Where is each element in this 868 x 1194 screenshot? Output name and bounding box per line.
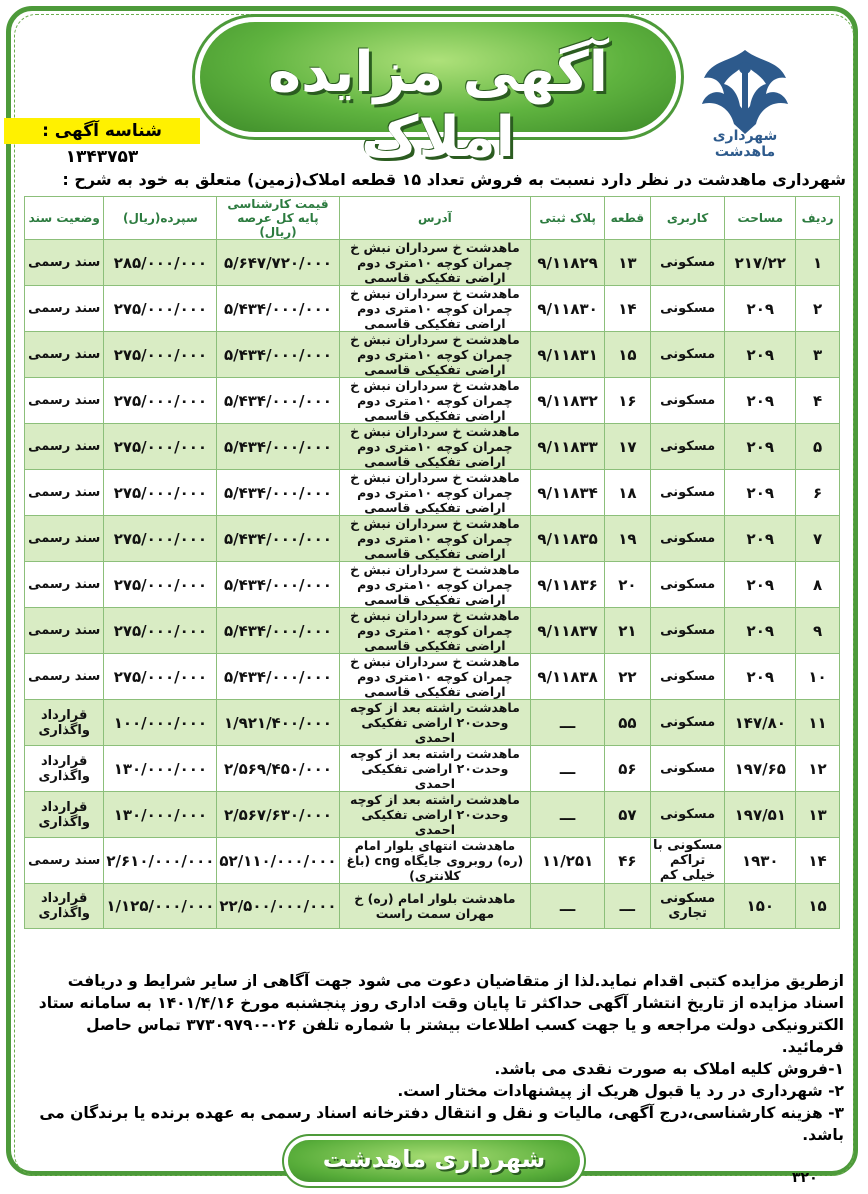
cell-base-price: ۵۲/۱۱۰/۰۰۰/۰۰۰ [217, 838, 339, 884]
cell-registration-plate: ۹/۱۱۸۳۴ [531, 470, 605, 516]
cell-base-price: ۵/۴۳۴/۰۰۰/۰۰۰ [217, 516, 339, 562]
table-row [25, 516, 840, 562]
table-row [25, 424, 840, 470]
cell-deed-status: سند رسمی [25, 424, 104, 470]
cell-row-number: ۹ [796, 608, 840, 654]
cell-usage: مسکونی [650, 470, 725, 516]
cell-registration-plate: ۹/۱۱۸۳۰ [531, 286, 605, 332]
table-row [25, 562, 840, 608]
cell-address: ماهدشت خ سرداران نبش خ چمران کوچه ۱۰متری دوم اراضی تفکیکی قاسمی [339, 470, 531, 516]
cell-area: ۲۰۹ [725, 378, 796, 424]
cell-row-number: ۸ [796, 562, 840, 608]
cell-parcel: ۱۳ [604, 240, 650, 286]
cell-base-price: ۱/۹۲۱/۴۰۰/۰۰۰ [217, 700, 339, 746]
cell-address: ماهدشت راشته بعد از کوچه وحدت۲۰ اراضی تفکیکی احمدی [339, 746, 531, 792]
cell-area: ۱۵۰ [725, 884, 796, 929]
cell-address: ماهدشت خ سرداران نبش خ چمران کوچه ۱۰متری دوم اراضی تفکیکی قاسمی [339, 608, 531, 654]
table-row [25, 654, 840, 700]
cell-parcel: ۱۶ [604, 378, 650, 424]
cell-base-price: ۵/۴۳۴/۰۰۰/۰۰۰ [217, 470, 339, 516]
table-row [25, 470, 840, 516]
cell-area: ۱۹۷/۶۵ [725, 746, 796, 792]
cell-area: ۱۹۷/۵۱ [725, 792, 796, 838]
cell-area: ۲۰۹ [725, 562, 796, 608]
cell-deposit: ۱۰۰/۰۰۰/۰۰۰ [104, 700, 217, 746]
col-header-usage: کاربری [650, 197, 725, 240]
cell-base-price: ۵/۴۳۴/۰۰۰/۰۰۰ [217, 332, 339, 378]
cell-registration-plate: ـــ [531, 884, 605, 929]
body-text [22, 970, 844, 1146]
cell-base-price: ۵/۴۳۴/۰۰۰/۰۰۰ [217, 654, 339, 700]
cell-deposit: ۲۷۵/۰۰۰/۰۰۰ [104, 608, 217, 654]
col-header-area: مساحت [725, 197, 796, 240]
cell-row-number: ۳ [796, 332, 840, 378]
table-row [25, 332, 840, 378]
cell-deed-status: قرارداد واگذاری [25, 884, 104, 929]
cell-parcel: ـــ [604, 884, 650, 929]
cell-registration-plate: ـــ [531, 700, 605, 746]
cell-area: ۲۱۷/۲۲ [725, 240, 796, 286]
cell-parcel: ۱۸ [604, 470, 650, 516]
cell-base-price: ۲/۵۶۷/۶۳۰/۰۰۰ [217, 792, 339, 838]
cell-registration-plate: ۹/۱۱۸۳۶ [531, 562, 605, 608]
cell-row-number: ۱۰ [796, 654, 840, 700]
note-1: ۱-فروش کلیه املاک به صورت نقدی می باشد. [494, 1060, 844, 1078]
cell-parcel: ۲۲ [604, 654, 650, 700]
cell-row-number: ۷ [796, 516, 840, 562]
cell-usage: مسکونی [650, 286, 725, 332]
cell-area: ۲۰۹ [725, 654, 796, 700]
table-row [25, 608, 840, 654]
cell-registration-plate: ۹/۱۱۸۳۱ [531, 332, 605, 378]
cell-area: ۲۰۹ [725, 470, 796, 516]
cell-deed-status: سند رسمی [25, 378, 104, 424]
cell-address: ماهدشت راشته بعد از کوچه وحدت۲۰ اراضی تفکیکی احمدی [339, 792, 531, 838]
table-row [25, 700, 840, 746]
table-row [25, 792, 840, 838]
cell-registration-plate: ـــ [531, 792, 605, 838]
cell-address: ماهدشت بلوار امام (ره) خ مهران سمت راست [339, 884, 531, 929]
cell-base-price: ۲/۵۶۹/۴۵۰/۰۰۰ [217, 746, 339, 792]
cell-deed-status: سند رسمی [25, 332, 104, 378]
cell-usage: مسکونی [650, 654, 725, 700]
cell-area: ۲۰۹ [725, 516, 796, 562]
col-header-registration-plate: پلاک ثبتی [531, 197, 605, 240]
cell-deed-status: سند رسمی [25, 562, 104, 608]
cell-address: ماهدشت خ سرداران نبش خ چمران کوچه ۱۰متری دوم اراضی تفکیکی قاسمی [339, 378, 531, 424]
col-header-deed-status: وضعیت سند [25, 197, 104, 240]
logo-caption: شهرداری ماهدشت [712, 128, 778, 160]
table-row [25, 240, 840, 286]
cell-deed-status: قرارداد واگذاری [25, 746, 104, 792]
cell-parcel: ۵۷ [604, 792, 650, 838]
cell-address: ماهدشت خ سرداران نبش خ چمران کوچه ۱۰متری دوم اراضی تفکیکی قاسمی [339, 424, 531, 470]
cell-usage: مسکونی [650, 792, 725, 838]
note-3: ۳- هزینه کارشناسی،درج آگهی، مالیات و نقل و انتقال دفترخانه اسناد رسمی به عهده برنده یا برندگان می باشد. [39, 1104, 844, 1144]
cell-row-number: ۱۵ [796, 884, 840, 929]
cell-base-price: ۵/۴۳۴/۰۰۰/۰۰۰ [217, 562, 339, 608]
intro-text: شهرداری ماهدشت در نظر دارد نسبت به فروش تعداد ۱۵ قطعه املاک(زمین) متعلق به خود به شرح : [62, 170, 846, 189]
cell-deposit: ۱۳۰/۰۰۰/۰۰۰ [104, 792, 217, 838]
cell-base-price: ۵/۴۳۴/۰۰۰/۰۰۰ [217, 378, 339, 424]
cell-area: ۲۰۹ [725, 286, 796, 332]
cell-parcel: ۴۶ [604, 838, 650, 884]
cell-address: ماهدشت خ سرداران نبش خ چمران کوچه ۱۰متری دوم اراضی تفکیکی قاسمی [339, 286, 531, 332]
table-row [25, 838, 840, 884]
cell-usage: مسکونی تجاری [650, 884, 725, 929]
page-title: آگهی مزایده املاک [267, 40, 609, 170]
municipality-logo-icon [690, 42, 800, 142]
cell-deposit: ۲۷۵/۰۰۰/۰۰۰ [104, 562, 217, 608]
note-2: ۲- شهرداری در رد یا قبول هریک از پیشنهادات مختار است. [397, 1082, 844, 1100]
cell-base-price: ۵/۴۳۴/۰۰۰/۰۰۰ [217, 608, 339, 654]
cell-deposit: ۲۷۵/۰۰۰/۰۰۰ [104, 654, 217, 700]
cell-deed-status: سند رسمی [25, 838, 104, 884]
cell-parcel: ۲۰ [604, 562, 650, 608]
col-header-parcel: قطعه [604, 197, 650, 240]
cell-row-number: ۱۳ [796, 792, 840, 838]
cell-deposit: ۲/۶۱۰/۰۰۰/۰۰۰ [104, 838, 217, 884]
cell-registration-plate: ۹/۱۱۸۳۲ [531, 378, 605, 424]
ad-id-label: شناسه آگهی : ۱۳۴۳۷۵۳ [4, 118, 200, 144]
cell-deed-status: سند رسمی [25, 654, 104, 700]
footer-banner [288, 1140, 580, 1182]
cell-address: ماهدشت انتهای بلوار امام (ره) روبروی جایگاه cng (باغ کلانتری) [339, 838, 531, 884]
cell-address: ماهدشت خ سرداران نبش خ چمران کوچه ۱۰متری دوم اراضی تفکیکی قاسمی [339, 516, 531, 562]
cell-deposit: ۲۸۵/۰۰۰/۰۰۰ [104, 240, 217, 286]
cell-usage: مسکونی [650, 240, 725, 286]
cell-usage: مسکونی [650, 378, 725, 424]
cell-area: ۲۰۹ [725, 424, 796, 470]
cell-deposit: ۲۷۵/۰۰۰/۰۰۰ [104, 470, 217, 516]
cell-registration-plate: ۹/۱۱۸۳۸ [531, 654, 605, 700]
properties-table [24, 196, 840, 929]
cell-parcel: ۵۶ [604, 746, 650, 792]
table-row [25, 884, 840, 929]
cell-row-number: ۲ [796, 286, 840, 332]
cell-deed-status: سند رسمی [25, 608, 104, 654]
conditions-paragraph: ازطریق مزایده کتبی اقدام نماید.لذا از متقاضیان دعوت می شود جهت آگاهی از سایر شرایط و دریافت اسناد مزایده از تاریخ انتشار آگهی حداکثر تا پایان وقت اداری روز پنجشنبه مورخ ۱۴۰۱/۴/۱۶ به سامانه ستاد الکترونیکی دولت مراجعه و یا جهت کسب اطلاعات بیشتر با شماره تلفن ۰۲۶-۳۷۳۰۹۷۹۰ تماس حاصل فرمائید. [38, 972, 844, 1056]
cell-deposit: ۲۷۵/۰۰۰/۰۰۰ [104, 516, 217, 562]
cell-area: ۱۹۳۰ [725, 838, 796, 884]
cell-address: ماهدشت خ سرداران نبش خ چمران کوچه ۱۰متری دوم اراضی تفکیکی قاسمی [339, 562, 531, 608]
cell-usage: مسکونی با تراکم خیلی کم [650, 838, 725, 884]
cell-deposit: ۲۷۵/۰۰۰/۰۰۰ [104, 332, 217, 378]
cell-deed-status: قرارداد واگذاری [25, 792, 104, 838]
page-number: ۳۲۰ [792, 1170, 818, 1186]
cell-area: ۱۴۷/۸۰ [725, 700, 796, 746]
cell-deposit: ۲۷۵/۰۰۰/۰۰۰ [104, 424, 217, 470]
cell-row-number: ۵ [796, 424, 840, 470]
table-row [25, 746, 840, 792]
col-header-base-price: قیمت کارشناسی پایه کل عرصه (ریال) [217, 197, 339, 240]
cell-usage: مسکونی [650, 562, 725, 608]
cell-deed-status: سند رسمی [25, 240, 104, 286]
table-row [25, 378, 840, 424]
cell-address: ماهدشت راشته بعد از کوچه وحدت۲۰ اراضی تفکیکی احمدی [339, 700, 531, 746]
cell-registration-plate: ۹/۱۱۸۳۷ [531, 608, 605, 654]
cell-registration-plate: ـــ [531, 746, 605, 792]
cell-deposit: ۲۷۵/۰۰۰/۰۰۰ [104, 378, 217, 424]
cell-base-price: ۵/۶۴۷/۷۲۰/۰۰۰ [217, 240, 339, 286]
cell-usage: مسکونی [650, 746, 725, 792]
cell-address: ماهدشت خ سرداران نبش خ چمران کوچه ۱۰متری دوم اراضی تفکیکی قاسمی [339, 332, 531, 378]
cell-deed-status: سند رسمی [25, 286, 104, 332]
cell-deposit: ۱۳۰/۰۰۰/۰۰۰ [104, 746, 217, 792]
cell-usage: مسکونی [650, 424, 725, 470]
cell-parcel: ۲۱ [604, 608, 650, 654]
cell-row-number: ۱۴ [796, 838, 840, 884]
cell-usage: مسکونی [650, 332, 725, 378]
cell-deed-status: سند رسمی [25, 516, 104, 562]
cell-registration-plate: ۹/۱۱۸۲۹ [531, 240, 605, 286]
cell-base-price: ۵/۴۳۴/۰۰۰/۰۰۰ [217, 424, 339, 470]
cell-base-price: ۲۲/۵۰۰/۰۰۰/۰۰۰ [217, 884, 339, 929]
cell-area: ۲۰۹ [725, 608, 796, 654]
table-row [25, 286, 840, 332]
cell-area: ۲۰۹ [725, 332, 796, 378]
col-header-address: آدرس [339, 197, 531, 240]
cell-registration-plate: ۹/۱۱۸۳۳ [531, 424, 605, 470]
col-header-deposit: سپرده(ریال) [104, 197, 217, 240]
cell-parcel: ۱۵ [604, 332, 650, 378]
cell-usage: مسکونی [650, 608, 725, 654]
cell-deposit: ۱/۱۲۵/۰۰۰/۰۰۰ [104, 884, 217, 929]
cell-deed-status: سند رسمی [25, 470, 104, 516]
cell-registration-plate: ۹/۱۱۸۳۵ [531, 516, 605, 562]
table-body [25, 240, 840, 929]
cell-usage: مسکونی [650, 516, 725, 562]
cell-registration-plate: ۱۱/۲۵۱ [531, 838, 605, 884]
cell-parcel: ۱۴ [604, 286, 650, 332]
cell-address: ماهدشت خ سرداران نبش خ چمران کوچه ۱۰متری دوم اراضی تفکیکی قاسمی [339, 654, 531, 700]
cell-parcel: ۱۹ [604, 516, 650, 562]
cell-address: ماهدشت خ سرداران نبش خ چمران کوچه ۱۰متری دوم اراضی تفکیکی قاسمی [339, 240, 531, 286]
cell-parcel: ۵۵ [604, 700, 650, 746]
cell-row-number: ۱۱ [796, 700, 840, 746]
cell-deed-status: قرارداد واگذاری [25, 700, 104, 746]
cell-row-number: ۱ [796, 240, 840, 286]
table-header-row [25, 197, 840, 240]
cell-deposit: ۲۷۵/۰۰۰/۰۰۰ [104, 286, 217, 332]
footer-org-name: شهرداری ماهدشت [322, 1145, 546, 1173]
cell-base-price: ۵/۴۳۴/۰۰۰/۰۰۰ [217, 286, 339, 332]
cell-usage: مسکونی [650, 700, 725, 746]
cell-row-number: ۶ [796, 470, 840, 516]
cell-row-number: ۱۲ [796, 746, 840, 792]
title-banner [200, 22, 676, 170]
cell-parcel: ۱۷ [604, 424, 650, 470]
col-header-row-number: ردیف [796, 197, 840, 240]
cell-row-number: ۴ [796, 378, 840, 424]
